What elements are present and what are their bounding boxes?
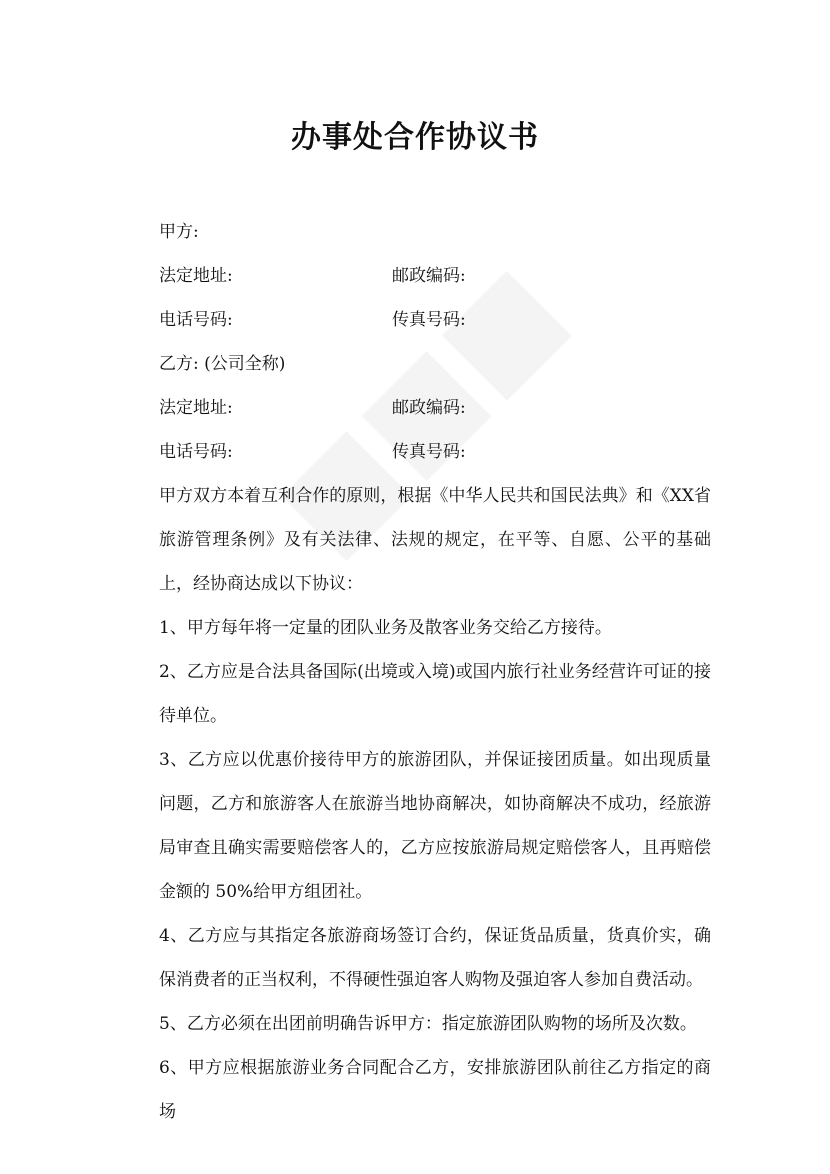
party-a-fax-label: 传真号码: — [392, 310, 466, 330]
party-b-address-line — [159, 386, 711, 430]
party-b-fax-label: 传真号码: — [392, 442, 466, 462]
clause-4: 4、乙方应与其指定各旅游商场签订合约，保证货品质量，货真价实，确保消费者的正当权利，不得硬性强迫客人购物及强迫客人参加自费活动。 — [159, 926, 711, 990]
party-b-line — [159, 342, 711, 386]
intro-paragraph: 甲方双方本着互利合作的原则，根据《中华人民共和国民法典》和《XX省旅游管理条例》及有关法律、法规的规定，在平等、自愿、公平的基础上，经协商达成以下协议： — [159, 486, 711, 594]
party-a-address-line — [159, 254, 711, 298]
party-a-phone-line — [159, 298, 711, 342]
clause-3: 3、乙方应以优惠价接待甲方的旅游团队，并保证接团质量。如出现质量问题，乙方和旅游客人在旅游当地协商解决，如协商解决不成功，经旅游局审查且确实需要赔偿客人的，乙方应按旅游局规定赔偿客人，且再赔偿金额的 50%给甲方组团社。 — [159, 750, 711, 902]
clause-6: 6、甲方应根据旅游业务合同配合乙方，安排旅游团队前往乙方指定的商场 — [159, 1058, 711, 1122]
clause-5: 5、乙方必须在出团前明确告诉甲方：指定旅游团队购物的场所及次数。 — [159, 1014, 697, 1034]
party-a-phone-label: 电话号码: — [159, 310, 233, 330]
party-a-postcode-label: 邮政编码: — [392, 266, 466, 286]
party-b-address-label: 法定地址: — [159, 398, 233, 418]
party-b-phone-line — [159, 430, 711, 474]
clause-1: 1、甲方每年将一定量的团队业务及散客业务交给乙方接待。 — [159, 618, 612, 638]
party-b-postcode-label: 邮政编码: — [392, 398, 466, 418]
party-b-label: 乙方: (公司全称) — [159, 354, 286, 374]
party-a-address-label: 法定地址: — [159, 266, 233, 286]
document-body — [159, 210, 711, 1134]
party-a-line — [159, 210, 711, 254]
party-a-label: 甲方: — [159, 222, 199, 242]
document-title: 办事处合作协议书 — [291, 120, 539, 155]
clause-2: 2、乙方应是合法具备国际(出境或入境)或国内旅行社业务经营许可证的接待单位。 — [159, 662, 711, 726]
party-b-phone-label: 电话号码: — [159, 442, 233, 462]
